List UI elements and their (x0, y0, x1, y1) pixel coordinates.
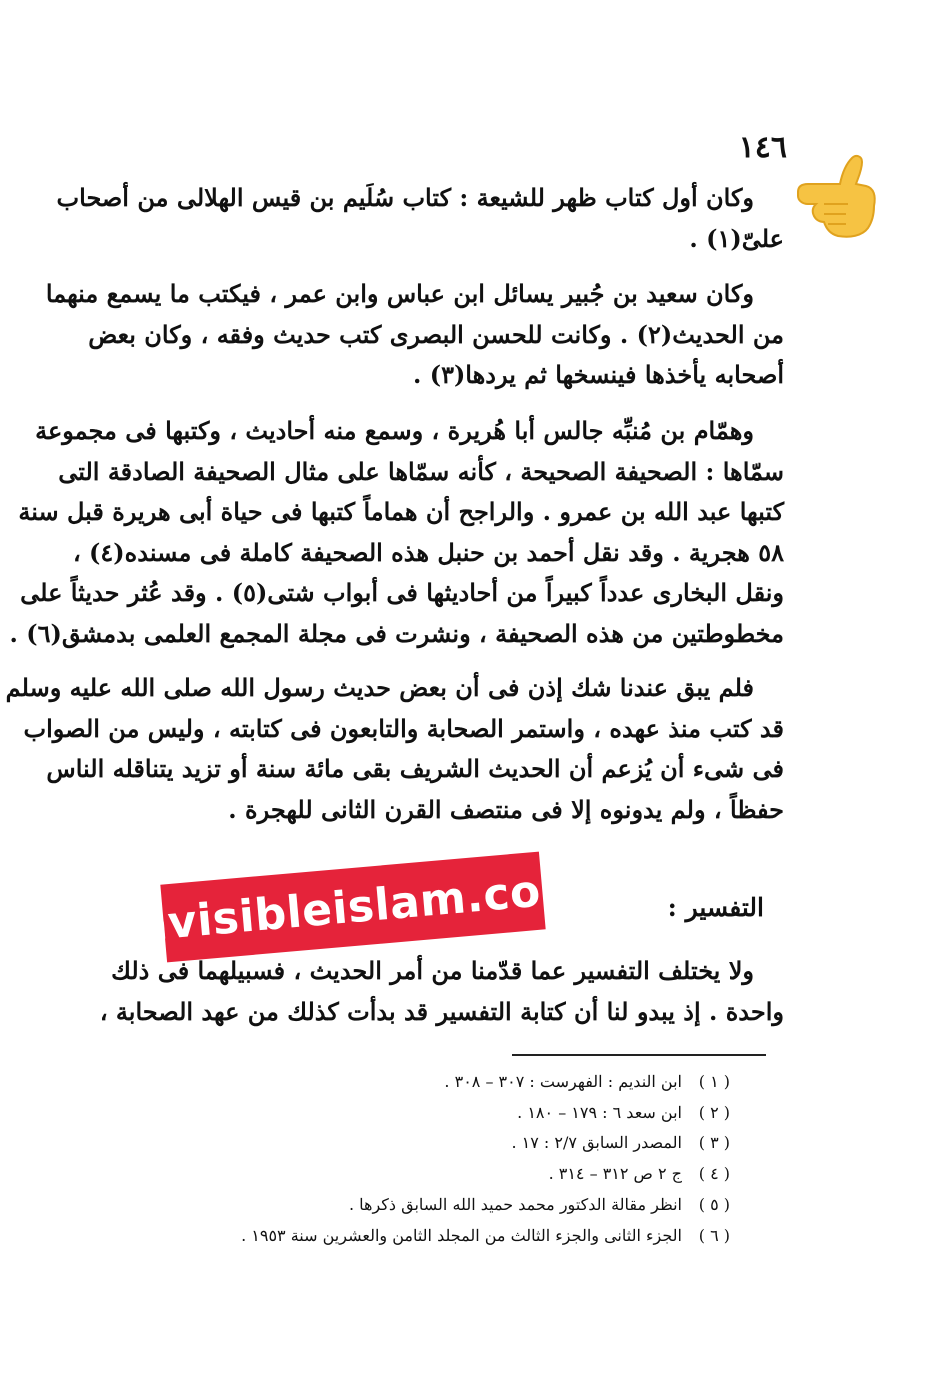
watermark-banner: Invisibleislam.com (160, 852, 545, 963)
text-line: علىّ(١) . (689, 223, 784, 253)
footnote-number: ( ٦ ) (698, 1225, 730, 1245)
text-line: وهمّام بن مُنبِّه جالس أبا هُريرة ، وسمع منه أحاديث ، وكتبها فى مجموعة (35, 416, 754, 445)
paragraph-5 (99, 951, 784, 1032)
footnote-item (250, 1128, 730, 1159)
footnote-item (250, 1067, 730, 1098)
text-line: أصحابه يأخذها فينسخها ثم يردها(٣) . (412, 360, 784, 389)
footnote-number: ( ٣ ) (698, 1133, 730, 1153)
footnote-number: ( ٤ ) (698, 1164, 730, 1184)
text-line: حفظاً ، ولم يدونوه إلا فى منتصف القرن الثانى للهجرة . (228, 794, 784, 824)
paragraph-3 (9, 411, 784, 654)
text-line: من الحديث(٢) . وكانت للحسن البصرى كتب حديث وفقه ، وكان بعض (88, 319, 784, 349)
text-line: سمّاها : الصحيفة الصحيحة ، كأنه سمّاها على مثال الصحيفة الصادقة التى (58, 456, 784, 486)
footnote-item (250, 1159, 730, 1190)
paragraph-1 (56, 178, 784, 259)
text-line: ولا يختلف التفسير عما قدّمنا من أمر الحديث ، فسبيلهما فى ذلك (111, 956, 754, 985)
text-line: مخطوطتين من هذه الصحيفة ، ونشرت فى مجلة المجمع العلمى بدمشق(٦) . (9, 618, 784, 648)
footnote-text: انظر مقالة الدكتور محمد حميد الله السابق ذكرها . (348, 1194, 682, 1214)
text-line: وكان أول كتاب ظهر للشيعة : كتاب سُلَيم بن قيس الهلالى من أصحاب (56, 183, 754, 212)
text-line: ٥٨ هجرية . وقد نقل أحمد بن حنبل هذه الصحيفة كاملة فى مسنده(٤) ، (72, 537, 784, 567)
footnote-divider (512, 1054, 766, 1056)
footnote-text: ابن النديم : الفهرست : ٣٠٧ – ٣٠٨ . (444, 1072, 682, 1091)
footnote-number: ( ٢ ) (698, 1102, 730, 1122)
footnote-item (250, 1098, 730, 1129)
page-number: ١٤٦ (738, 130, 787, 165)
footnote-number: ( ٥ ) (698, 1194, 730, 1214)
text-line: ونقل البخارى عدداً كبيراً من أحاديثها فى أبواب شتى(٥) . وقد عُثر حديثاً على (20, 578, 784, 607)
text-line: واحدة . إذ يبدو لنا أن كتابة التفسير قد بدأت كذلك من عهد الصحابة ، (99, 996, 784, 1026)
footnote-text: الجزء الثانى والجزء الثالث من المجلد الثامن والعشرين سنة ١٩٥٣ . (241, 1225, 682, 1245)
text-line: قد كتب منذ عهده ، واستمر الصحابة والتابعون فى كتابته ، وليس من الصواب (23, 713, 784, 743)
text-line: كتبها عبد الله بن عمرو . والراجح أن هماماً كتبها فى حياة أبى هريرة قبل سنة (18, 497, 784, 526)
footnotes (241, 1067, 730, 1251)
text-line: فلم يبق عندنا شك إذن فى أن بعض حديث رسول الله صلى الله عليه وسلم (5, 673, 754, 702)
text-line: وكان سعيد بن جُبير يسائل ابن عباس وابن عمر ، فيكتب ما يسمع منهما (45, 279, 754, 308)
paragraph-2 (45, 274, 784, 396)
text-line: فى شىء أن يُزعم أن الحديث الشريف بقى مائة سنة أو تزيد يتناقله الناس (46, 754, 784, 783)
footnote-item (241, 1221, 730, 1252)
section-heading: التفسير : (667, 893, 764, 922)
footnote-text: ج ٢ ص ٣١٢ – ٣١٤ . (548, 1164, 682, 1184)
footnote-item (250, 1190, 730, 1221)
footnote-number: ( ١ ) (698, 1072, 730, 1091)
paragraph-4 (5, 668, 784, 830)
pointing-hand-icon (794, 152, 878, 244)
footnote-text: ابن سعد ٦ : ١٧٩ – ١٨٠ . (517, 1102, 682, 1122)
footnote-text: المصدر السابق ٢/٧ : ١٧ . (511, 1133, 682, 1153)
